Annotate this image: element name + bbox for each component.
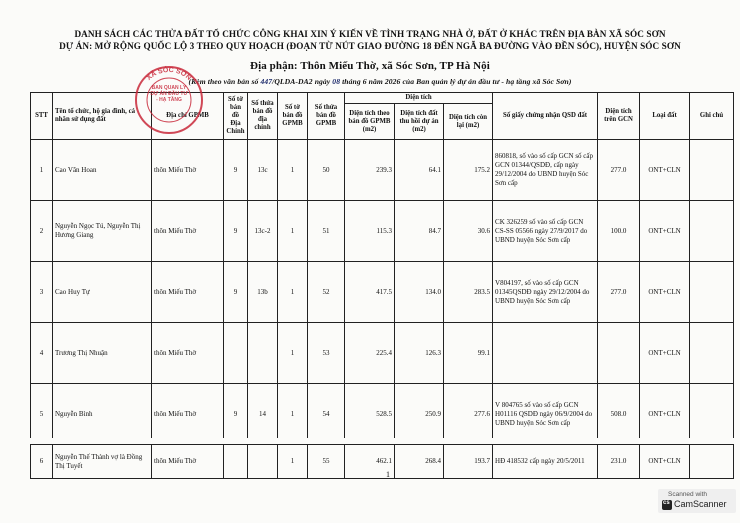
cell-parcel-cadastral: 14: [248, 384, 278, 445]
cell-land-type: ONT+CLN: [640, 140, 690, 201]
cell-area-remaining: 283.5: [444, 262, 493, 323]
cell-owner: Trương Thị Nhuận: [53, 323, 152, 384]
header-area-gcn: Diện tích trên GCN: [598, 93, 640, 140]
cell-certificate: V 804765 số vào số cấp GCN H01116 QSDĐ ngày 06/9/2004 do UBND huyện Sóc Sơn cấp: [493, 384, 598, 445]
cell-area-remaining: 99.1: [444, 323, 493, 384]
header-map-sheet-gpmb: Số tờ bản đồ GPMB: [278, 93, 308, 140]
camscanner-name: CamScanner: [674, 499, 727, 509]
cell-address: thôn Miếu Thờ: [152, 384, 224, 445]
cell-area-recovered: 64.1: [395, 140, 444, 201]
table-row: [31, 445, 734, 479]
cell-land-type: ONT+CLN: [640, 445, 690, 479]
location-line: Địa phận: Thôn Miếu Thờ, xã Sóc Sơn, TP Hà Nội: [250, 60, 490, 72]
camscanner-caption: Scanned with: [668, 491, 708, 498]
cell-parcel-cadastral: 13b: [248, 262, 278, 323]
cell-area-recovered: 268.4: [395, 445, 444, 479]
cell-note: [690, 201, 734, 262]
cell-parcel-gpmb: 55: [308, 445, 345, 479]
cell-area-remaining: 277.6: [444, 384, 493, 445]
header-certificate: Số giấy chứng nhận QSD đất: [493, 93, 598, 140]
cell-area-gcn: 277.0: [598, 262, 640, 323]
cell-certificate: [493, 323, 598, 384]
cell-stt: 4: [31, 323, 53, 384]
red-seal-stamp: [132, 63, 206, 137]
parcel-table: [30, 92, 734, 479]
cell-land-type: ONT+CLN: [640, 384, 690, 445]
cell-address: thôn Miếu Thờ: [152, 445, 224, 479]
cell-parcel-cadastral: 13c-2: [248, 201, 278, 262]
header-area-group: Diện tích: [345, 93, 493, 104]
document-title: DANH SÁCH CÁC THỬA ĐẤT TỔ CHỨC CÔNG KHAI XIN Ý KIẾN VỀ TÌNH TRẠNG NHÀ Ở, ĐẤT Ở KHÁC TRÊN ĐỊA BÀN XÃ SÓC SƠN: [74, 29, 666, 39]
camscanner-logo-icon: [662, 500, 672, 510]
cell-area-remaining: 175.2: [444, 140, 493, 201]
table-row: [31, 384, 734, 445]
cell-land-type: ONT+CLN: [640, 201, 690, 262]
cell-area-recovered: 126.3: [395, 323, 444, 384]
cell-owner: Nguyễn Ngọc Tú, Nguyễn Thị Hương Giang: [53, 201, 152, 262]
cell-sheet-cadastral: 9: [224, 140, 248, 201]
page-number: 1: [386, 470, 390, 479]
cell-certificate: HĐ 418532 cấp ngày 20/5/2011: [493, 445, 598, 479]
cell-area-gcn: 277.0: [598, 140, 640, 201]
cell-owner: Cao Huy Tự: [53, 262, 152, 323]
header-note: Ghi chú: [690, 93, 734, 140]
stamp-outer-text: XÃ SÓC SƠN: [145, 66, 193, 82]
cell-certificate: V804197, số vào số cấp GCN 01345QSDĐ ngày 29/12/2004 do UBND huyện Sóc Sơn cấp: [493, 262, 598, 323]
cell-note: [690, 384, 734, 445]
cell-address: thôn Miếu Thờ: [152, 262, 224, 323]
cell-note: [690, 140, 734, 201]
cell-area-gcn: [598, 323, 640, 384]
cell-sheet-gpmb: 1: [278, 262, 308, 323]
cell-owner: Nguyễn Bình: [53, 384, 152, 445]
cell-note: [690, 323, 734, 384]
doc-number: 447: [260, 77, 273, 86]
cell-area-gcn: 231.0: [598, 445, 640, 479]
svg-text:XÃ SÓC SƠN: [146, 65, 193, 82]
header-area-remaining: Diện tích còn lại (m2): [444, 104, 493, 140]
cell-sheet-gpmb: 1: [278, 445, 308, 479]
cell-note: [690, 445, 734, 479]
attachment-prefix: (Kèm theo văn bản số: [188, 77, 259, 86]
cell-area-gcn: 508.0: [598, 384, 640, 445]
cell-parcel-gpmb: 50: [308, 140, 345, 201]
header-parcel-cadastral: Số thửa bản đồ địa chính: [248, 93, 278, 140]
cell-sheet-cadastral: 9: [224, 262, 248, 323]
cell-area-recovered: 250.9: [395, 384, 444, 445]
cell-note: [690, 262, 734, 323]
cell-sheet-gpmb: 1: [278, 201, 308, 262]
cell-sheet-cadastral: 9: [224, 384, 248, 445]
cell-area-remaining: 193.7: [444, 445, 493, 479]
cell-area-gpmb: 225.4: [345, 323, 395, 384]
cell-address: thôn Miếu Thờ: [152, 323, 224, 384]
cell-stt: 5: [31, 384, 53, 445]
header-area-recovered: Diện tích đất thu hồi dự án (m2): [395, 104, 444, 140]
header-area-gpmb: Diện tích theo bản đồ GPMB (m2): [345, 104, 395, 140]
cell-parcel-cadastral: [248, 445, 278, 479]
cell-parcel-cadastral: 13c: [248, 140, 278, 201]
cell-sheet-gpmb: 1: [278, 140, 308, 201]
header-land-type: Loại đất: [640, 93, 690, 140]
cell-parcel-gpmb: 51: [308, 201, 345, 262]
cell-area-gpmb: 462.1: [345, 445, 395, 479]
cell-parcel-gpmb: 54: [308, 384, 345, 445]
cell-stt: 6: [31, 445, 53, 479]
cell-land-type: ONT+CLN: [640, 323, 690, 384]
header-owner: Tên tổ chức, hộ gia đình, cá nhân sử dụng đất: [53, 93, 152, 140]
cell-sheet-cadastral: 9: [224, 201, 248, 262]
cell-parcel-gpmb: 53: [308, 323, 345, 384]
cell-parcel-cadastral: [248, 323, 278, 384]
attachment-suffix: tháng 6 năm 2026 của Ban quản lý dự án đầu tư - hạ tầng xã Sóc Sơn): [342, 77, 572, 86]
cell-sheet-cadastral: [224, 445, 248, 479]
project-title: DỰ ÁN: MỞ RỘNG QUỐC LỘ 3 THEO QUY HOẠCH (ĐOẠN TỪ NÚT GIAO ĐƯỜNG 18 ĐẾN NGÃ BA ĐƯỜNG VÀO ĐỀN SÓC), HUYỆN SÓC SƠN: [59, 41, 681, 51]
table-row: [31, 323, 734, 384]
cell-sheet-gpmb: 1: [278, 384, 308, 445]
cell-area-remaining: 30.6: [444, 201, 493, 262]
cell-area-gpmb: 528.5: [345, 384, 395, 445]
header-stt: STT: [31, 93, 53, 140]
cell-stt: 3: [31, 262, 53, 323]
cell-area-gcn: 100.0: [598, 201, 640, 262]
page-cut-edge: [30, 438, 735, 444]
table-row: [31, 140, 734, 201]
cell-land-type: ONT+CLN: [640, 262, 690, 323]
stamp-inner-text: BAN QUẢN LÝ DỰ ÁN ĐẦU TƯ - HẠ TẦNG: [150, 85, 188, 103]
cell-certificate: 860818, số vào số cấp GCN số cấp GCN 01344/QSDĐ, cấp ngày 29/12/2004 do UBND huyện Sóc Sơn cấp: [493, 140, 598, 201]
header-parcel-gpmb: Số thửa bản đồ GPMB: [308, 93, 345, 140]
cell-area-gpmb: 115.3: [345, 201, 395, 262]
cell-address: thôn Miếu Thờ: [152, 201, 224, 262]
cell-certificate: CK 326259 số vào số cấp GCN CS-SS 05566 ngày 27/9/2017 do UBND huyện Sóc Sơn cấp: [493, 201, 598, 262]
cell-area-gpmb: 239.3: [345, 140, 395, 201]
cell-area-gpmb: 417.5: [345, 262, 395, 323]
attachment-mid: /QLDA-DA2 ngày: [272, 77, 331, 86]
cell-area-recovered: 84.7: [395, 201, 444, 262]
header-address: Địa chỉ GPMB: [152, 93, 224, 140]
cell-parcel-gpmb: 52: [308, 262, 345, 323]
table-row: [31, 201, 734, 262]
cell-sheet-gpmb: 1: [278, 323, 308, 384]
cell-stt: 2: [31, 201, 53, 262]
header-map-sheet-cadastral: Số tờ bản đồ Địa Chính: [224, 93, 248, 140]
doc-day: 08: [332, 77, 341, 86]
table-row: [31, 262, 734, 323]
cell-sheet-cadastral: [224, 323, 248, 384]
cell-owner: Cao Văn Hoan: [53, 140, 152, 201]
cell-stt: 1: [31, 140, 53, 201]
cell-area-recovered: 134.0: [395, 262, 444, 323]
cell-address: thôn Miếu Thờ: [152, 140, 224, 201]
cell-owner: Nguyễn Thế Thành vợ là Đồng Thị Tuyết: [53, 445, 152, 479]
